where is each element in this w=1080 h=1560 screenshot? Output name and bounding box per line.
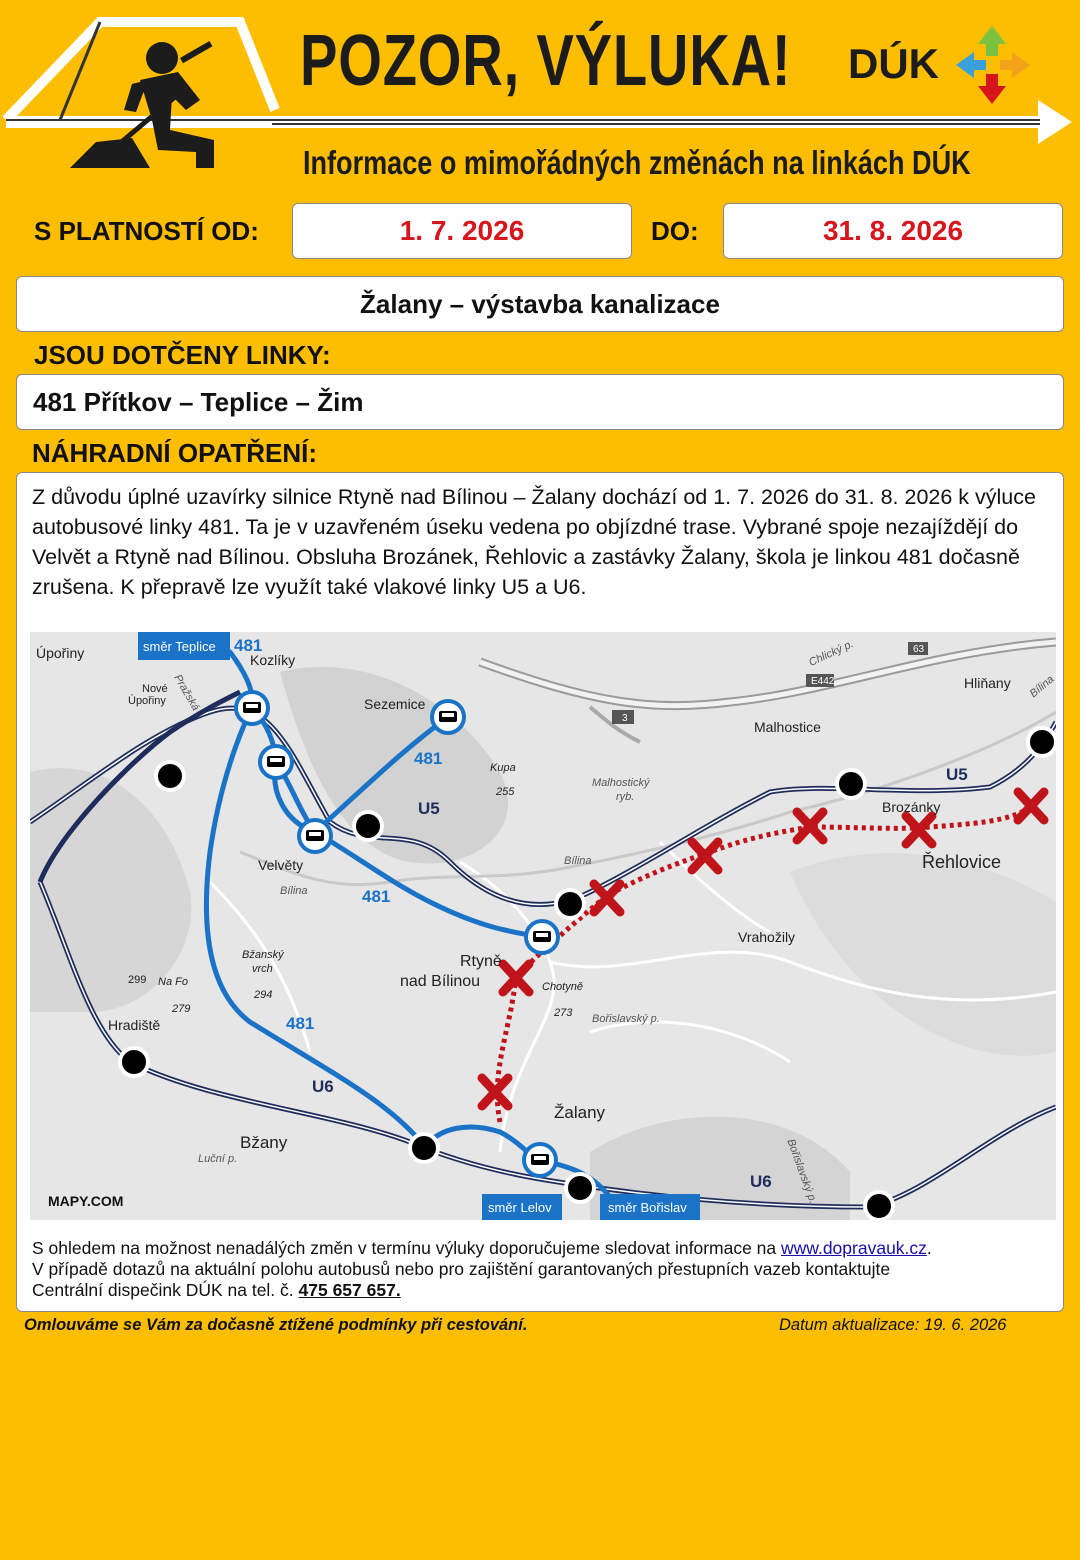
place-label: Na Fo [158, 976, 188, 988]
place-label: Vrahožily [738, 929, 796, 945]
bus-stop-icon [432, 701, 464, 733]
place-label: Úpořiny [36, 645, 85, 661]
line-label-u6: U6 [750, 1172, 772, 1191]
place-label: Kozlíky [250, 652, 296, 668]
road-badge: E442 [811, 676, 835, 687]
bus-stop-icon [524, 1144, 556, 1176]
place-label: Rtyně [460, 953, 502, 970]
place-label: ryb. [616, 791, 635, 803]
place-label: Chotyně [542, 981, 583, 993]
place-label: Bílina [1027, 673, 1056, 701]
bus-stop-icon [299, 820, 331, 852]
place-label: Bílina [280, 885, 308, 897]
line-label-481: 481 [362, 887, 391, 906]
road-badge: 63 [913, 644, 925, 655]
place-label: nad Bílinou [400, 973, 481, 990]
line-label-u5: U5 [946, 765, 968, 784]
place-label: Bořislavský p. [592, 1013, 660, 1025]
footer-line1: S ohledem na možnost nenadálých změn v termínu výluky doporučujeme sledovat informace na [32, 1238, 782, 1258]
detour-map [30, 632, 1056, 1220]
banner-title: POZOR, VÝLUKA! [300, 21, 792, 101]
place-label: Bílina [564, 855, 592, 867]
place-label: 299 [128, 974, 147, 986]
train-stop-icon [354, 812, 382, 840]
place-label: Luční p. [198, 1153, 238, 1165]
footer-notice: S ohledem na možnost nenadálých změn v termínu výluky doporučujeme sledovat informace na www.dopravauk.cz. V případě dotazů na aktuální polohu autobusů nebo pro zajištění garantovaných přestupních vazeb kontaktujte Centrální dispečink DÚK na tel. č. 475 657 657. [32, 1238, 1052, 1301]
line-label-u6: U6 [312, 1077, 334, 1096]
place-label: Hradiště [108, 1017, 161, 1033]
train-stop-icon [566, 1174, 594, 1202]
train-stop-icon [120, 1048, 148, 1076]
direction-tag-lelov: směr Lelov [488, 1200, 552, 1215]
validity-from-value: 1. 7. 2026 [292, 203, 632, 259]
place-label: 279 [172, 1003, 191, 1015]
worker-icon [70, 41, 214, 168]
update-date: Datum aktualizace: 19. 6. 2026 [779, 1316, 1007, 1334]
place-label: Bžanský [242, 949, 284, 961]
validity-from-label: S PLATNOSTÍ OD: [34, 216, 259, 246]
direction-tag-teplice: směr Teplice [143, 639, 216, 654]
line-label-481: 481 [234, 636, 263, 655]
train-stop-icon [837, 770, 865, 798]
bus-stop-icon [526, 921, 558, 953]
place-label: Malhostický [592, 777, 650, 789]
place-label: Úpořiny [128, 695, 166, 707]
train-stop-icon [156, 762, 184, 790]
banner-subtitle: Informace o mimořádných změnách na linkách DÚK [303, 144, 971, 181]
duk-logo-icon [956, 26, 1030, 104]
place-label: 255 [496, 786, 515, 798]
place-label: Hliňany [964, 675, 1011, 691]
line-label-481: 481 [286, 1014, 315, 1033]
place-label: vrch [252, 963, 273, 975]
phone-number[interactable]: 475 657 657 [298, 1280, 396, 1300]
validity-to-value: 31. 8. 2026 [723, 203, 1063, 259]
train-stop-icon [1028, 728, 1056, 756]
place-label: Velvěty [258, 857, 304, 873]
arrow-head-icon [1038, 100, 1072, 144]
train-stop-icon [865, 1192, 893, 1220]
bus-stop-icon [236, 692, 268, 724]
place-label: Sezemice [364, 696, 426, 712]
train-stop-icon [556, 890, 584, 918]
affected-lines-label: JSOU DOTČENY LINKY: [34, 340, 331, 370]
place-label: Žalany [554, 1103, 606, 1122]
place-label: Kupa [490, 762, 516, 774]
bus-stop-icon [260, 746, 292, 778]
place-label: Chlický p. [807, 637, 856, 669]
apology-text: Omlouváme se Vám za dočasně ztížené podmínky při cestování. [24, 1316, 528, 1334]
brand-logo-text: DÚK [848, 40, 939, 87]
place-label: Nové [142, 683, 168, 695]
line-label-u5: U5 [418, 799, 440, 818]
headline: Žalany – výstavba kanalizace [16, 276, 1064, 332]
measures-label: NÁHRADNÍ OPATŘENÍ: [32, 438, 318, 468]
validity-to-label: DO: [651, 216, 699, 246]
line-label-481: 481 [414, 749, 443, 768]
place-label: Pražská [171, 672, 202, 713]
place-label: Malhostice [754, 719, 821, 735]
affected-lines-value: 481 Přítkov – Teplice – Žim [16, 374, 1064, 430]
place-label: 273 [554, 1007, 573, 1019]
direction-tag-borislav: směr Bořislav [608, 1200, 687, 1215]
train-stop-icon [410, 1134, 438, 1162]
footer-line3: Centrální dispečink DÚK na tel. č. [32, 1280, 299, 1300]
road-badge: 3 [622, 713, 628, 724]
measures-text: Z důvodu úplné uzavírky silnice Rtyně nad Bílinou – Žalany dochází od 1. 7. 2026 do 31. 8. 2026 k výluce autobusové linky 481. Ta je v uzavřeném úseku vedena po objízdné trase. Vybrané spoje nezajíždějí do Velvět a Rtyně nad Bílinou. Obsluha Brozánek, Řehlovic a zastávky Žalany, škola je linkou 481 dočasně zrušena. K přepravě lze využít také vlakové linky U5 a U6. [32, 485, 1036, 599]
banner-outline [6, 22, 275, 120]
footer-line2: V případě dotazů na aktuální polohu autobusů nebo pro zajištění garantovaných přestupních vazeb kontaktujte [32, 1259, 891, 1279]
place-label: Řehlovice [922, 852, 1002, 872]
website-link[interactable]: www.dopravauk.cz [781, 1238, 927, 1258]
place-label: Bořislavský p. [784, 1137, 819, 1206]
place-label: Brozánky [882, 799, 941, 815]
place-label: 294 [254, 989, 273, 1001]
map-svg [30, 632, 1056, 1220]
map-credit: MAPY.COM [48, 1193, 124, 1209]
place-label: Bžany [240, 1133, 288, 1152]
